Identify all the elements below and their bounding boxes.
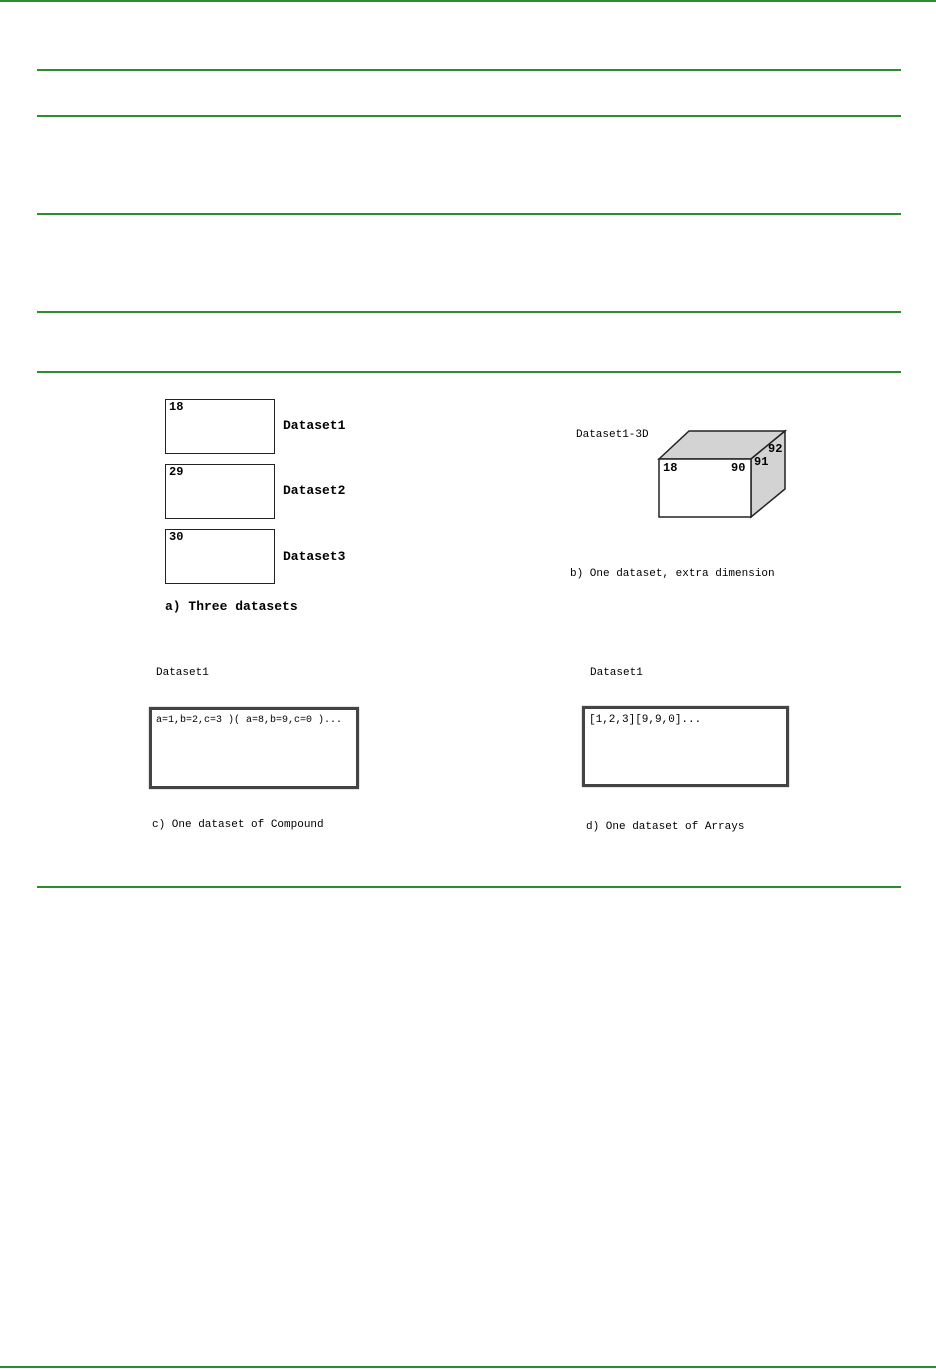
dataset2-label: Dataset2	[283, 483, 346, 498]
arrays-box	[582, 706, 789, 787]
dataset2-value: 29	[169, 465, 184, 479]
panel-d-caption: d) One dataset of Arrays	[586, 821, 745, 833]
compound-box	[149, 707, 359, 789]
panel-b-caption: b) One dataset, extra dimension	[570, 568, 775, 580]
dataset1-label: Dataset1	[283, 418, 346, 433]
cube-side-value-2: 92	[768, 442, 783, 456]
cube-front-value-1: 18	[663, 461, 678, 475]
panel-b-title: Dataset1-3D	[576, 429, 649, 441]
dataset1-value: 18	[169, 400, 184, 414]
panel-d-title: Dataset1	[590, 667, 643, 679]
cube-front-value-2: 90	[731, 461, 746, 475]
dataset3-label: Dataset3	[283, 549, 346, 564]
compound-content: a=1,b=2,c=3 )( a=8,b=9,c=0 )...	[156, 715, 343, 726]
dataset3-value: 30	[169, 530, 184, 544]
panel-c-caption: c) One dataset of Compound	[152, 819, 324, 831]
panel-a-caption: a) Three datasets	[165, 599, 298, 614]
panel-c-title: Dataset1	[156, 667, 209, 679]
cube-side-value-1: 91	[754, 455, 769, 469]
arrays-content: [1,2,3][9,9,0]...	[589, 714, 702, 726]
